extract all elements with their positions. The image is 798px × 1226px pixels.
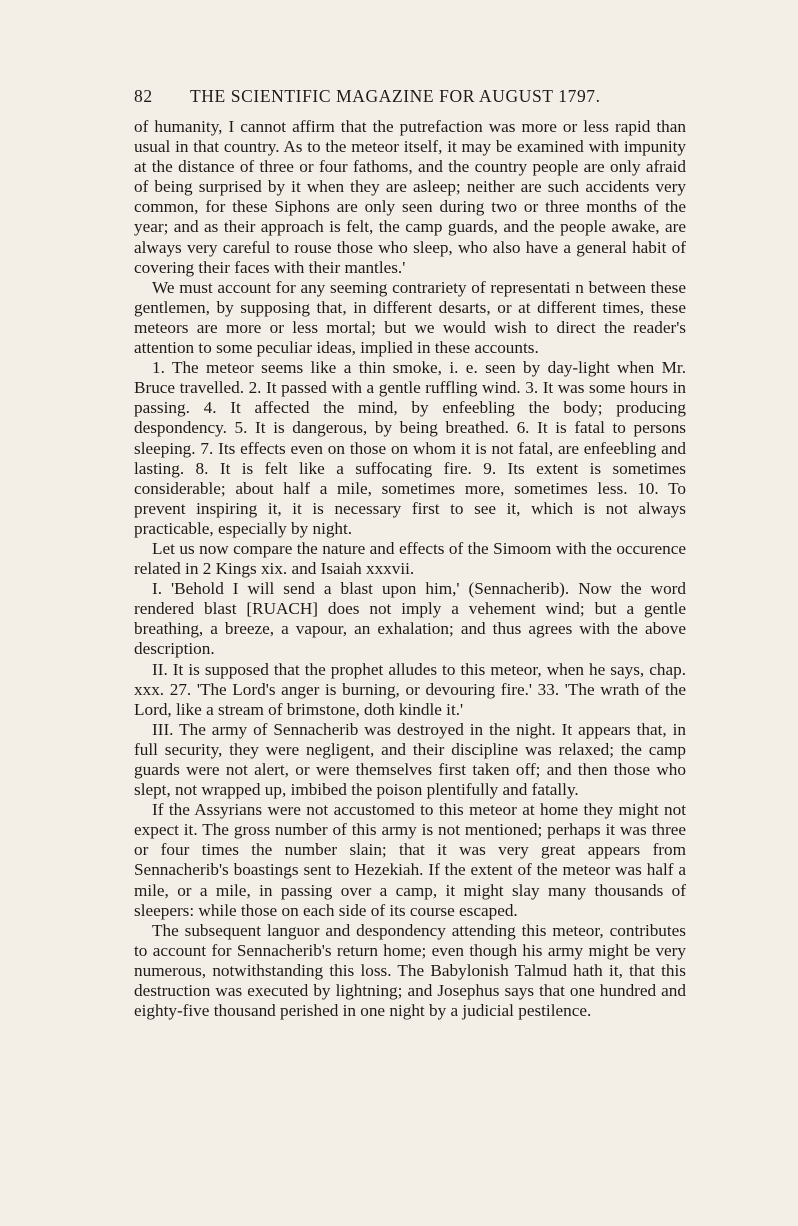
paragraph-contrariety: We must account for any seeming contrariety of representati n between these gentlemen, by supposing that, in different desarts, or at different times, these meteors are more or less mortal; but we would wish to direct the reader's attention to some peculiar ideas, implied in these accounts. [134, 277, 686, 358]
paragraph-point-two: II. It is supposed that the prophet alludes to this meteor, when he says, chap. xxx. 27. 'The Lord's anger is burning, or devouring fire.' 33. 'The wrath of the Lord, like a stream of brimstone, doth kindle it.' [134, 659, 686, 719]
running-header [134, 86, 686, 107]
paragraph-numbered-observations: 1. The meteor seems like a thin smoke, i. e. seen by day-light when Mr. Bruce travelled. 2. It passed with a gentle ruffling wind. 3. It was some hours in passing. 4. It affected the mind, by enfeebling the body; producing despondency. 5. It is dangerous, by being breathed. 6. It is fatal to persons sleeping. 7. Its effects even on those on whom it is not fatal, are enfeebling and lasting. 8. It is felt like a suffocating fire. 9. Its extent is sometimes considerable; about half a mile, sometimes more, sometimes less. 10. To prevent inspiring it, it is necessary first to see it, which is not always practicable, especially by night. [134, 358, 686, 538]
paragraph-point-one: I. 'Behold I will send a blast upon him,' (Sennacherib). Now the word rendered blast [RUACH] does not imply a vehement wind; but a gentle breathing, a breeze, a vapour, an exhalation; and thus agrees with the above description. [134, 579, 686, 659]
running-title: THE SCIENTIFIC MAGAZINE FOR AUGUST 1797. [190, 86, 601, 106]
paragraph-languor: The subsequent languor and despondency attending this meteor, contributes to account for Sennacherib's return home; even though his army might be very numerous, notwithstanding this loss. The Babylonish Talmud hath it, that this destruction was executed by lightning; and Josephus says that one hundred and eighty-five thousand perished in one night by a judicial pestilence. [134, 920, 686, 1021]
body-text [134, 117, 686, 1021]
paragraph-comparison: Let us now compare the nature and effects of the Simoom with the occurence related in 2 Kings xix. and Isaiah xxxvii. [134, 538, 686, 579]
paragraph-continuation: of humanity, I cannot affirm that the putrefaction was more or less rapid than usual in that country. As to the meteor itself, it may be examined with impunity at the distance of three or four fathoms, and the country people are only afraid of being surprised by it when they are asleep; neither are such accidents very common, for these Siphons are only seen during two or three months of the year; and as their approach is felt, the camp guards, and the people awake, are always very careful to rouse those who sleep, who also have a general habit of covering their faces with their mantles.' [134, 117, 686, 277]
page-number: 82 [134, 86, 153, 106]
paragraph-point-three: III. The army of Sennacherib was destroyed in the night. It appears that, in full security, they were negligent, and their discipline was relaxed; the camp guards were not alert, or were themselves first taken off; and then those who slept, not wrapped up, imbibed the poison plentifully and fatally. [134, 719, 686, 800]
paragraph-assyrians: If the Assyrians were not accustomed to this meteor at home they might not expect it. The gross number of this army is not mentioned; perhaps it was three or four times the number slain; that it was very great appears from Sennacherib's boastings sent to Hezekiah. If the extent of the meteor was half a mile, or a mile, in passing over a camp, it might slay many thousands of sleepers: while those on each side of its course escaped. [134, 800, 686, 920]
